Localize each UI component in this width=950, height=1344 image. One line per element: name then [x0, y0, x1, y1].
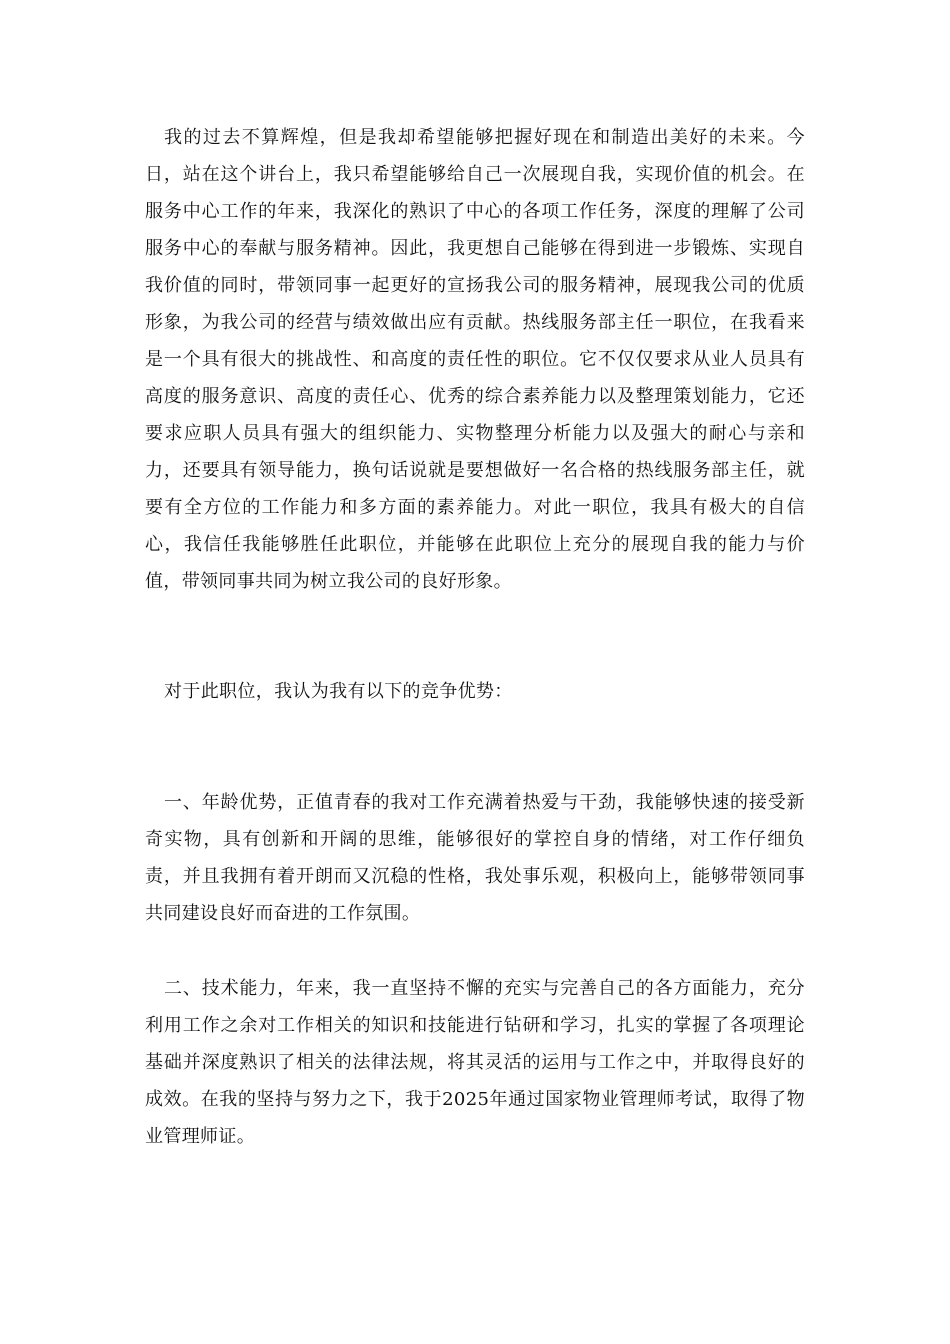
- paragraph-introduction: 我的过去不算辉煌，但是我却希望能够把握好现在和制造出美好的未来。今日，站在这个讲台上，我只希望能够给自己一次展现自我，实现价值的机会。在服务中心工作的年来，我深化的熟识了中心的各项工作任务，深度的理解了公司服务中心的奉献与服务精神。因此，我更想自己能够在得到进一步锻炼、实现自我价值的同时，带领同事一起更好的宣扬我公司的服务精神，展现我公司的优质形象，为我公司的经营与绩效做出应有贡献。热线服务部主任一职位，在我看来是一个具有很大的挑战性、和高度的责任性的职位。它不仅仅要求从业人员具有高度的服务意识、高度的责任心、优秀的综合素养能力以及整理策划能力，它还要求应职人员具有强大的组织能力、实物整理分析能力以及强大的耐心与亲和力，还要具有领导能力，换句话说就是要想做好一名合格的热线服务部主任，就要有全方位的工作能力和多方面的素养能力。对此一职位，我具有极大的自信心，我信任我能够胜任此职位，并能够在此职位上充分的展现自我的能力与价值，带领同事共同为树立我公司的良好形象。: [145, 127, 805, 592]
- paragraph-age-advantage: 一、年龄优势，正值青春的我对工作充满着热爱与干劲，我能够快速的接受新奇实物，具有创新和开阔的思维，能够很好的掌控自身的情绪，对工作仔细负责，并且我拥有着开朗而又沉稳的性格，我处事乐观，积极向上，能够带领同事共同建设良好而奋进的工作氛围。: [145, 792, 805, 924]
- paragraph-advantages-intro: 对于此职位，我认为我有以下的竞争优势：: [164, 681, 513, 702]
- paragraph-technical-ability: 二、技术能力，年来，我一直坚持不懈的充实与完善自己的各方面能力，充分利用工作之余对工作相关的知识和技能进行钻研和学习，扎实的掌握了各项理论基础并深度熟识了相关的法律法规，将其灵活的运用与工作之中，并取得良好的成效。在我的坚持与努力之下，我于2025年通过国家物业管理师考试，取得了物业管理师证。: [145, 978, 805, 1147]
